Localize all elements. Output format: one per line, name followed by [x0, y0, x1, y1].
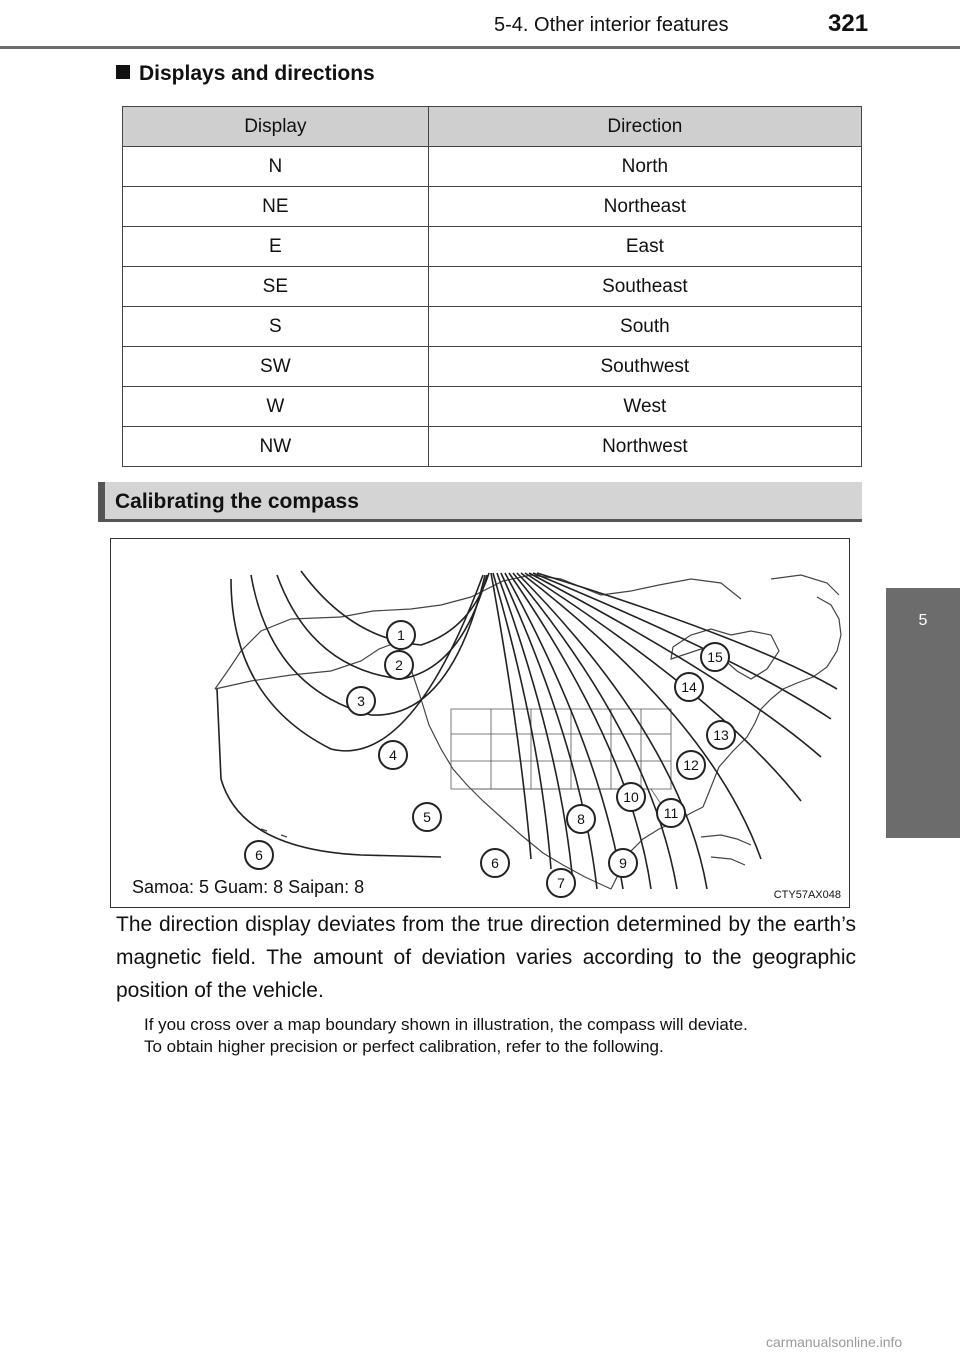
- zone-marker-6-west: 6: [244, 840, 274, 870]
- table-row: [123, 387, 862, 427]
- page-number: 321: [828, 10, 869, 37]
- note-line: To obtain higher precision or perfect calibration, refer to the following.: [144, 1037, 664, 1056]
- zone-marker-10: 10: [616, 782, 646, 812]
- zone-marker-12: 12: [676, 750, 706, 780]
- table-row: [123, 307, 862, 347]
- column-header-direction: Direction: [428, 107, 861, 147]
- illustration-code: CTY57AX048: [773, 889, 841, 901]
- chapter-number: 5: [918, 612, 928, 629]
- column-header-display: Display: [123, 107, 429, 147]
- section-title: 5-4. Other interior features: [494, 14, 729, 36]
- zone-marker-5: 5: [412, 802, 442, 832]
- heading-underline: [98, 519, 862, 522]
- chapter-tab[interactable]: [886, 588, 960, 838]
- direction-cell: Northwest: [428, 427, 861, 467]
- display-cell: NE: [123, 187, 429, 227]
- zone-marker-9: 9: [608, 848, 638, 878]
- zone-map-illustration: [111, 539, 849, 907]
- zone-marker-1: 1: [386, 620, 416, 650]
- table-header-row: [123, 107, 862, 147]
- header-rule: [0, 46, 960, 49]
- direction-table: [122, 106, 862, 467]
- watermark[interactable]: carmanualsonline.info: [766, 1334, 903, 1350]
- heading-accent-bar: [98, 482, 105, 522]
- direction-cell: East: [428, 227, 861, 267]
- body-paragraph: The direction display deviates from the true direction determined by the earth’s magnetic field. The amount of deviation varies according to the geographic position of the vehicle.: [116, 913, 856, 1002]
- note-block: [144, 1014, 856, 1058]
- display-cell: S: [123, 307, 429, 347]
- zone-marker-6-east: 6: [480, 848, 510, 878]
- direction-cell: South: [428, 307, 861, 347]
- table-row: [123, 347, 862, 387]
- direction-cell: North: [428, 147, 861, 187]
- displays-heading: Displays and directions: [116, 62, 375, 86]
- map-caption: Samoa: 5 Guam: 8 Saipan: 8: [129, 877, 367, 898]
- coastline-outline: [215, 575, 841, 889]
- compass-zone-map: [110, 538, 850, 908]
- note-line: If you cross over a map boundary shown in illustration, the compass will deviate.: [144, 1015, 748, 1034]
- display-cell: N: [123, 147, 429, 187]
- zone-marker-4: 4: [378, 740, 408, 770]
- zone-marker-13: 13: [706, 720, 736, 750]
- table-row: [123, 187, 862, 227]
- direction-cell: Northeast: [428, 187, 861, 227]
- calibration-heading-text: Calibrating the compass: [115, 490, 359, 513]
- display-cell: W: [123, 387, 429, 427]
- zone-marker-15: 15: [700, 642, 730, 672]
- chapter-label: Interior features: [859, 783, 876, 897]
- table-row: [123, 427, 862, 467]
- zone-marker-2: 2: [384, 650, 414, 680]
- direction-cell: Southeast: [428, 267, 861, 307]
- square-bullet-icon: [116, 65, 130, 79]
- direction-cell: Southwest: [428, 347, 861, 387]
- display-cell: E: [123, 227, 429, 267]
- zone-marker-8: 8: [566, 804, 596, 834]
- table-row: [123, 227, 862, 267]
- display-cell: SW: [123, 347, 429, 387]
- table-row: [123, 267, 862, 307]
- display-cell: NW: [123, 427, 429, 467]
- display-cell: SE: [123, 267, 429, 307]
- zone-marker-11: 11: [656, 798, 686, 828]
- calibration-heading: [98, 482, 862, 522]
- zone-marker-3: 3: [346, 686, 376, 716]
- direction-cell: West: [428, 387, 861, 427]
- table-row: [123, 147, 862, 187]
- zone-marker-14: 14: [674, 672, 704, 702]
- zone-marker-7: 7: [546, 868, 576, 898]
